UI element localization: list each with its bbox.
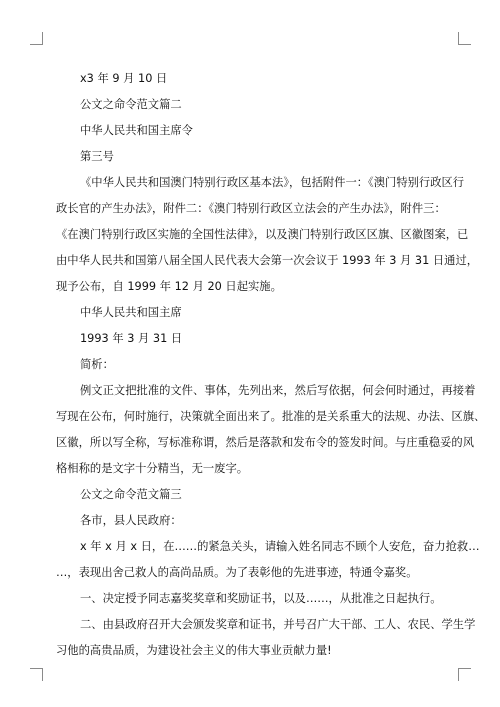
list-item: 一、决定授予同志嘉奖奖章和奖励证书，以及……，从批准之日起执行。 bbox=[80, 592, 442, 605]
body-text-line: 由中华人民共和国第八届全国人民代表大会第一次会议于 1993 年 3 月 31 日通过， bbox=[56, 254, 479, 267]
analysis-label: 简析： bbox=[80, 358, 114, 371]
order-number: 第三号 bbox=[80, 150, 114, 163]
body-text-line: 区徽，所以写全称，写标准称谓，然后是落款和发布令的签发时间。与庄重稳妥的风 bbox=[56, 436, 474, 449]
crop-mark-bottom-left bbox=[30, 668, 43, 681]
body-text-line: 政长官的产生办法》，附件二：《澳门特别行政区立法会的产生办法》，附件三： bbox=[56, 202, 446, 215]
body-text-line: 现予公布，自 1999 年 12 月 20 日起实施。 bbox=[56, 280, 282, 293]
signature-date: 1993 年 3 月 31 日 bbox=[80, 332, 183, 345]
body-text-line: 习他的高贵品质，为建设社会主义的伟大事业贡献力量! bbox=[56, 644, 332, 657]
body-text-line: 例文正文把批准的文件、事体，先列出来，然后写依据，何会何时通过，再接着 bbox=[80, 384, 476, 397]
addressee: 各市，县人民政府： bbox=[80, 514, 182, 527]
date-line: x3 年 9 月 10 日 bbox=[80, 72, 168, 85]
body-text-line: 格相称的是文字十分精当，无一废字。 bbox=[56, 462, 249, 475]
crop-mark-top-left bbox=[30, 32, 43, 45]
body-text-line: 写现在公布，何时施行，决策就全面出来了。批准的是关系重大的法规、办法、区旗、 bbox=[56, 410, 486, 423]
crop-mark-bottom-right bbox=[458, 668, 471, 681]
crop-mark-top-right bbox=[458, 32, 471, 45]
body-text-line: x 年 x 月 x 日，在……的紧急关头，请输入姓名同志不顾个人安危，奋力抢救… bbox=[80, 540, 480, 553]
body-text-line: 《中华人民共和国澳门特别行政区基本法》，包括附件一：《澳门特别行政区行 bbox=[80, 176, 465, 189]
section-heading: 公文之命令范文篇三 bbox=[80, 488, 182, 501]
section-heading: 公文之命令范文篇二 bbox=[80, 98, 182, 111]
document-body bbox=[56, 66, 486, 664]
body-text-line: …，表现出舍己救人的高尚品质。为了表彰他的先进事迹，特通令嘉奖。 bbox=[56, 566, 418, 579]
list-item: 二、由县政府召开大会颁发奖章和证书，并号召广大干部、工人、农民、学生学 bbox=[80, 618, 476, 631]
body-text-line: 《在澳门特别行政区实施的全国性法律》，以及澳门特别行政区区旗、区徽图案，已 bbox=[56, 228, 469, 241]
order-title: 中华人民共和国主席令 bbox=[80, 124, 193, 137]
signatory: 中华人民共和国主席 bbox=[80, 306, 182, 319]
